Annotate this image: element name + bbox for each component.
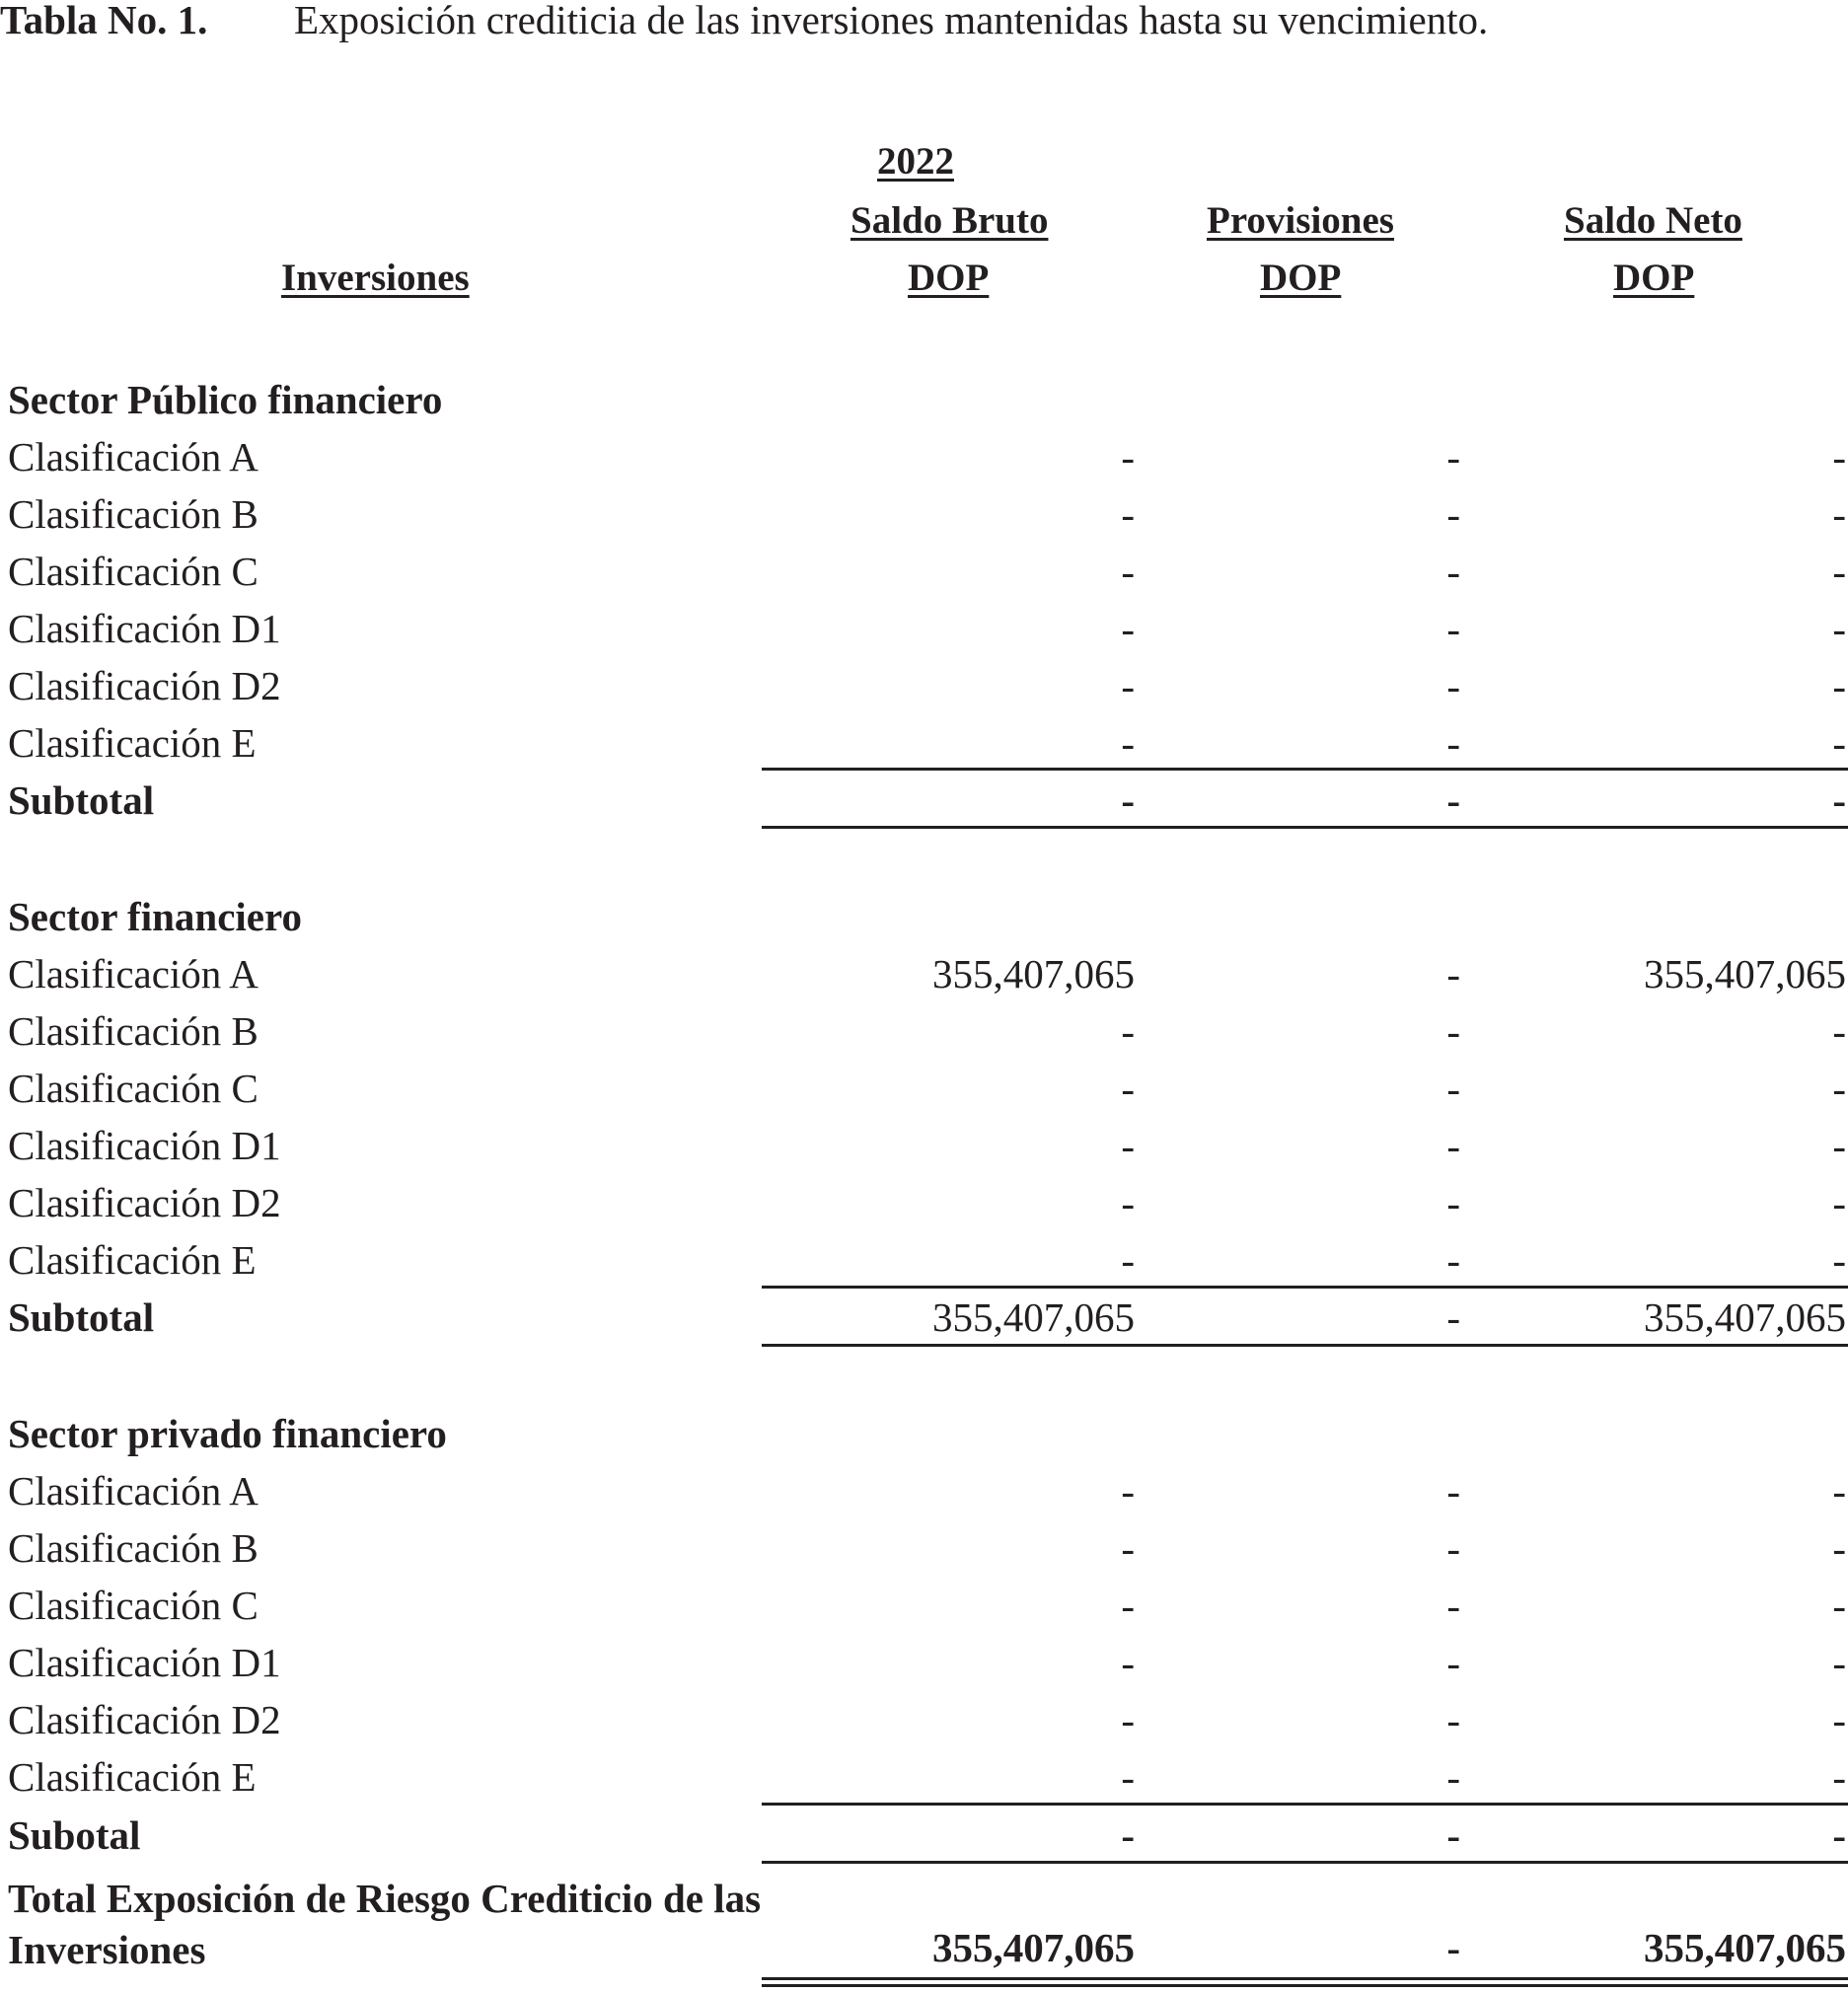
subtotal-row: Subtotal 355,407,065 - 355,407,065 [8,1294,1846,1340]
total-label-line2: Inversiones [8,1927,206,1972]
subtotal-bottom-rule [762,1861,1848,1864]
table-row: Clasificación C - - - [8,549,1846,594]
subtotal-top-rule [762,768,1848,771]
table-row: Clasificación D2 - - - [8,1180,1846,1225]
table-row: Clasificación D1 - - - [8,1123,1846,1168]
table-title [0,0,1489,42]
total-double-rule [762,1977,1848,1987]
section-heading: Sector financiero [8,894,302,939]
header-saldo-bruto-currency: DOP [908,257,990,299]
table-row: Clasificación E - - - [8,720,1846,766]
table-row: Clasificación B - - - [8,1008,1846,1054]
section-heading: Sector Público financiero [8,377,443,422]
table-row: Clasificación E - - - [8,1237,1846,1283]
subtotal-bottom-rule [762,1344,1848,1347]
subtotal-row: Subotal - - - [8,1812,1846,1858]
table-row: Clasificación B - - - [8,491,1846,537]
total-label-line1: Total Exposición de Riesgo Crediticio de las [8,1876,762,1921]
table-row: Clasificación D2 - - - [8,663,1846,708]
subtotal-top-rule [762,1803,1848,1806]
table-row: Clasificación B - - - [8,1525,1846,1571]
header-saldo-bruto: Saldo Bruto [850,199,1049,242]
header-provisiones-currency: DOP [1260,257,1342,299]
table-row: Clasificación A - - - [8,434,1846,480]
table-row: Clasificación C - - - [8,1583,1846,1628]
table-row: Clasificación A 355,407,065 - 355,407,065 [8,951,1846,996]
table-row: Clasificación A - - - [8,1468,1846,1513]
total-row: 355,407,065 - 355,407,065 [932,1925,1846,1970]
header-saldo-neto: Saldo Neto [1564,199,1742,242]
table-row: Clasificación C - - - [8,1066,1846,1111]
subtotal-row: Subtotal - - - [8,777,1846,823]
section-heading: Sector privado financiero [8,1411,447,1456]
table-row: Clasificación E - - - [8,1754,1846,1800]
header-year: 2022 [877,140,954,183]
subtotal-bottom-rule [762,826,1848,829]
header-inversiones: Inversiones [281,257,470,299]
header-saldo-neto-currency: DOP [1613,257,1695,299]
table-row: Clasificación D1 - - - [8,606,1846,651]
table-row: Clasificación D1 - - - [8,1640,1846,1685]
table-number: Tabla No. 1. [0,0,208,42]
table-row: Clasificación D2 - - - [8,1697,1846,1742]
header-provisiones: Provisiones [1207,199,1394,242]
table-caption: Exposición crediticia de las inversiones mantenidas hasta su vencimiento. [294,0,1489,42]
